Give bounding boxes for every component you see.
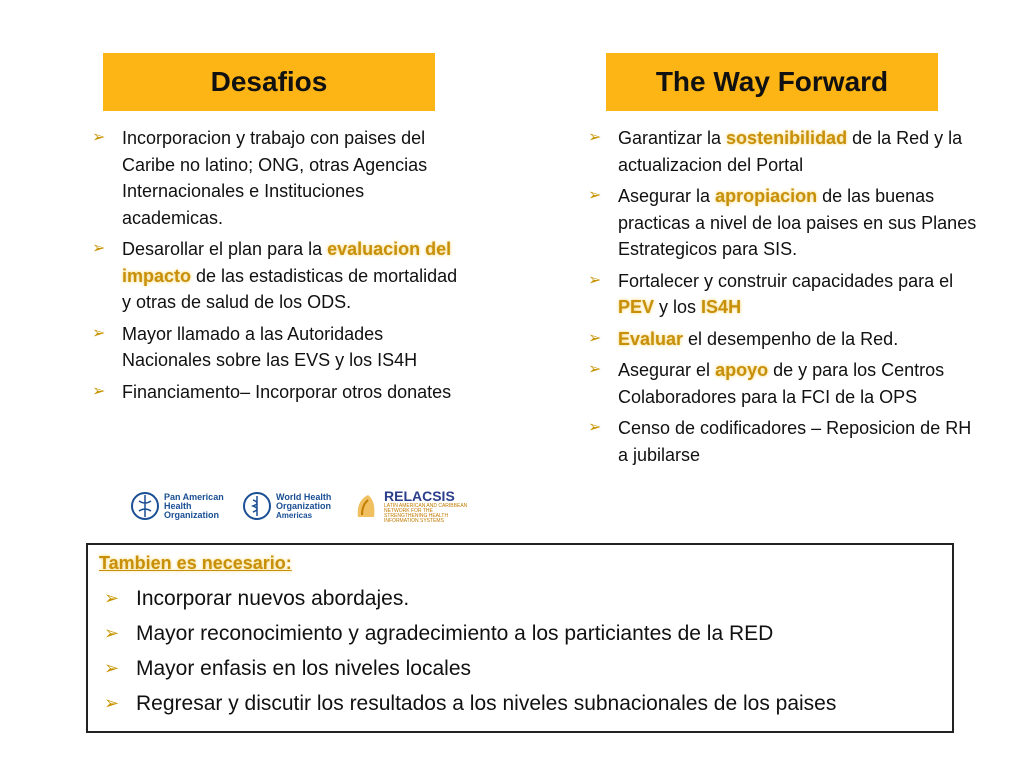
item-text: de y para los Centros Colaboradores para la FCI de la OPS	[618, 360, 945, 407]
box-list	[98, 585, 836, 725]
arrow-bullet-icon: ➢	[92, 240, 106, 257]
arrow-bullet-icon: ➢	[104, 623, 120, 643]
item-text: Incorporacion y trabajo con paises del Caribe no latino; ONG, otras Agencias Internacionales e Instituciones academicas.	[122, 128, 428, 228]
list-item	[84, 125, 464, 231]
relacsis-logo-sub: LATIN AMERICAN AND CARIBBEAN NETWORK FOR THE STRENGTHENING HEALTH INFORMATION SYSTEMS	[384, 503, 468, 524]
highlighted-term: sostenibilidad	[726, 128, 848, 148]
item-text: de las estadisticas de mortalidad y otras de salud de los ODS.	[122, 265, 458, 312]
list-item	[580, 357, 980, 410]
who-logo-text: World Health Organization	[276, 491, 332, 511]
arrow-bullet-icon: ➢	[104, 693, 120, 713]
arrow-bullet-icon: ➢	[588, 419, 602, 436]
who-emblem-icon	[242, 491, 272, 521]
list-item	[98, 655, 836, 682]
arrow-bullet-icon: ➢	[92, 129, 106, 146]
list-item	[98, 585, 836, 612]
paho-emblem-icon	[130, 491, 160, 521]
header-way-forward: The Way Forward	[606, 53, 938, 111]
item-text: Fortalecer y construir capacidades para el	[618, 270, 954, 291]
highlighted-term: apoyo	[715, 360, 769, 380]
list-item	[84, 321, 464, 374]
list-item	[580, 415, 980, 468]
arrow-bullet-icon: ➢	[92, 324, 106, 342]
highlighted-term: PEV	[618, 297, 655, 317]
item-text: el desempenho de la Red.	[683, 328, 899, 349]
item-text: Asegurar la	[618, 186, 716, 206]
relacsis-logo	[354, 488, 474, 524]
tambien-necesario-box	[86, 543, 954, 733]
item-text: de la Red y la actualizacion del Portal	[618, 128, 963, 175]
item-text: Garantizar la	[618, 128, 727, 148]
arrow-bullet-icon: ➢	[104, 658, 120, 678]
arrow-bullet-icon: ➢	[588, 129, 602, 146]
way-forward-list	[580, 125, 980, 473]
highlighted-term: Evaluar	[618, 328, 684, 349]
item-text: Mayor enfasis en los niveles locales	[136, 657, 471, 680]
highlighted-term: apropiacion	[715, 186, 818, 206]
list-item	[98, 690, 836, 717]
arrow-bullet-icon: ➢	[588, 361, 602, 378]
highlighted-term: IS4H	[701, 297, 742, 317]
header-desafios: Desafios	[103, 53, 435, 111]
relacsis-logo-text: RELACSIS	[384, 488, 455, 504]
relacsis-emblem-icon	[354, 491, 380, 521]
list-item	[580, 125, 980, 178]
list-item	[580, 183, 980, 263]
list-item	[98, 620, 836, 647]
desafios-list	[84, 125, 464, 410]
paho-logo	[130, 491, 224, 521]
item-text: Asegurar el	[618, 360, 716, 380]
arrow-bullet-icon: ➢	[92, 382, 106, 400]
list-item	[84, 236, 464, 316]
item-text: de las buenas practicas a nivel de loa paises en sus Planes Estrategicos para SIS.	[618, 186, 977, 259]
logos-row	[130, 486, 474, 526]
list-item	[580, 326, 980, 353]
who-logo	[242, 491, 336, 521]
item-text: Censo de codificadores – Reposicion de RH a jubilarse	[618, 418, 972, 465]
highlighted-term: evaluacion del impacto	[122, 239, 452, 286]
arrow-bullet-icon: ➢	[588, 329, 602, 347]
box-title: Tambien es necesario:	[99, 553, 292, 573]
item-text: Financiamento– Incorporar otros donates	[122, 381, 452, 402]
item-text: Mayor llamado a las Autoridades Nacionales sobre las EVS y los IS4H	[122, 323, 418, 370]
arrow-bullet-icon: ➢	[588, 187, 602, 204]
list-item	[84, 379, 464, 406]
item-text: Regresar y discutir los resultados a los niveles subnacionales de los paises	[136, 692, 837, 715]
item-text: Desarollar el plan para la	[122, 239, 328, 259]
item-text: Incorporar nuevos abordajes.	[136, 587, 410, 610]
item-text: Mayor reconocimiento y agradecimiento a los particiantes de la RED	[136, 622, 774, 645]
arrow-bullet-icon: ➢	[104, 588, 120, 608]
who-logo-sub: Americas	[276, 510, 313, 520]
item-text: y los	[654, 297, 702, 317]
list-item	[580, 268, 980, 321]
arrow-bullet-icon: ➢	[588, 271, 602, 289]
paho-logo-text: Pan American Health Organization	[164, 491, 224, 520]
